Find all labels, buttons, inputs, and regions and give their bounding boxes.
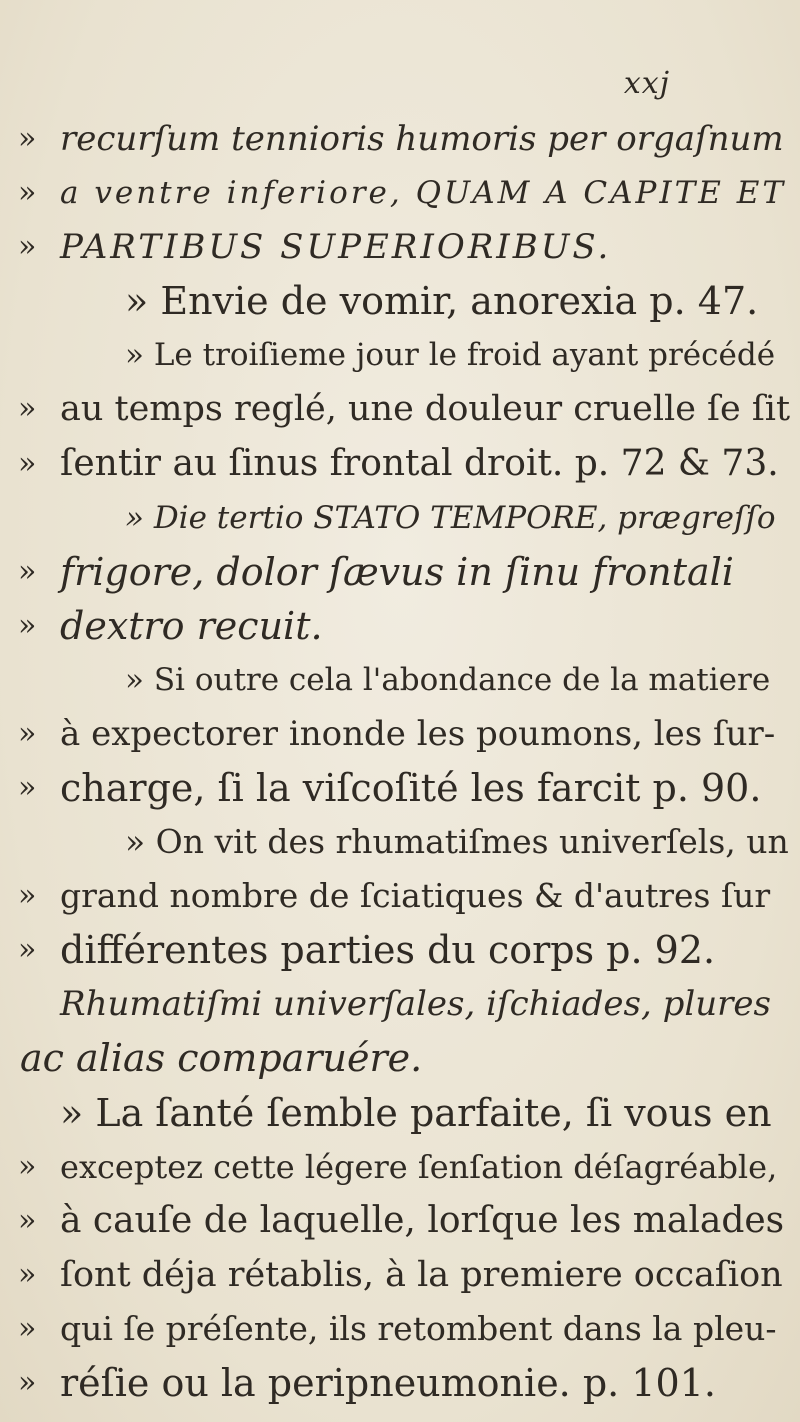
line-text: grand nombre de ſciatiques & d'autres ſur [60,876,771,915]
text-line [0,1140,800,1194]
text-line [0,1356,800,1410]
text-line [0,220,800,274]
line-text: » Die tertio STATO TEMPORE, prægreſſo [125,500,776,536]
line-text: » On vit des rhumatiſmes univerſels, un [125,822,789,861]
text-line [0,491,800,545]
quote-mark: » [18,1203,37,1238]
text-line [0,274,800,328]
line-text: PARTIBUS SUPERIORIBUS. [60,227,612,267]
text-line [0,761,800,815]
text-line [0,328,800,382]
line-text: différentes parties du corps p. 92. [60,928,716,972]
line-text: à cauſe de laquelle, lorſque les malades [60,1200,785,1241]
text-line [0,869,800,923]
line-text: » Si outre cela l'abondance de la matiere [125,662,771,698]
quote-mark: » [18,1257,37,1292]
line-text: » Envie de vomir, anorexia p. 47. [125,279,759,323]
text-line [0,815,800,869]
quote-mark: » [18,446,37,481]
line-text: ac alias comparuére. [20,1036,423,1080]
line-text: réſie ou la peripneumonie. p. 101. [60,1361,716,1405]
quote-mark: » [18,716,37,751]
text-line [0,382,800,436]
line-text: ſentir au ſinus frontal droit. p. 72 & 73. [60,443,779,484]
line-text: à expectorer inonde les poumons, les ſur- [60,714,776,754]
quote-mark: » [18,1311,37,1346]
text-line [0,977,800,1031]
quote-mark: » [18,391,37,426]
quote-mark: » [18,229,37,264]
text-line [0,437,800,491]
line-text: a ventre inferiore, QUAM A CAPITE ET [60,175,787,211]
quote-mark: » [18,878,37,913]
quote-mark: » [18,608,37,643]
line-text: Rhumatiſmi univerſales, iſchiades, plures [60,984,771,1024]
quote-mark: » [18,770,37,805]
text-line [0,545,800,599]
text-line [0,653,800,707]
quote-mark: » [18,175,37,210]
line-text: dextro recuit. [60,604,323,648]
text-line [0,112,800,166]
text-line [0,166,800,220]
text-line [0,1031,800,1085]
line-text: ſont déja rétablis, à la premiere occaſion [60,1255,783,1295]
text-line [0,1302,800,1356]
text-line [0,599,800,653]
line-text: qui ſe préſente, ils retombent dans la pleu- [60,1309,777,1348]
quote-mark: » [18,932,37,967]
text-line [0,1086,800,1140]
quote-mark: » [18,1149,37,1184]
line-text: recurſum tennioris humoris per orgaſnum [60,119,784,159]
quote-mark: » [18,121,37,156]
line-text: exceptez cette légere ſenſation déſagréable, [60,1148,778,1186]
text-line [0,707,800,761]
text-line [0,1248,800,1302]
text-line [0,923,800,977]
line-text: » Le troiſieme jour le froid ayant précédé [125,337,776,373]
line-text: au temps reglé, une douleur cruelle ſe ſit [60,389,791,429]
quote-mark: » [18,554,37,589]
page-number: xxj [623,66,670,101]
line-text: frigore, dolor ſævus in ſinu frontali [60,550,734,594]
line-text: » La ſanté ſemble parfaite, ſi vous en [60,1091,772,1135]
line-text: charge, ſi la viſcoſité les farcit p. 90. [60,766,762,810]
text-line [0,1194,800,1248]
quote-mark: » [18,1365,37,1400]
